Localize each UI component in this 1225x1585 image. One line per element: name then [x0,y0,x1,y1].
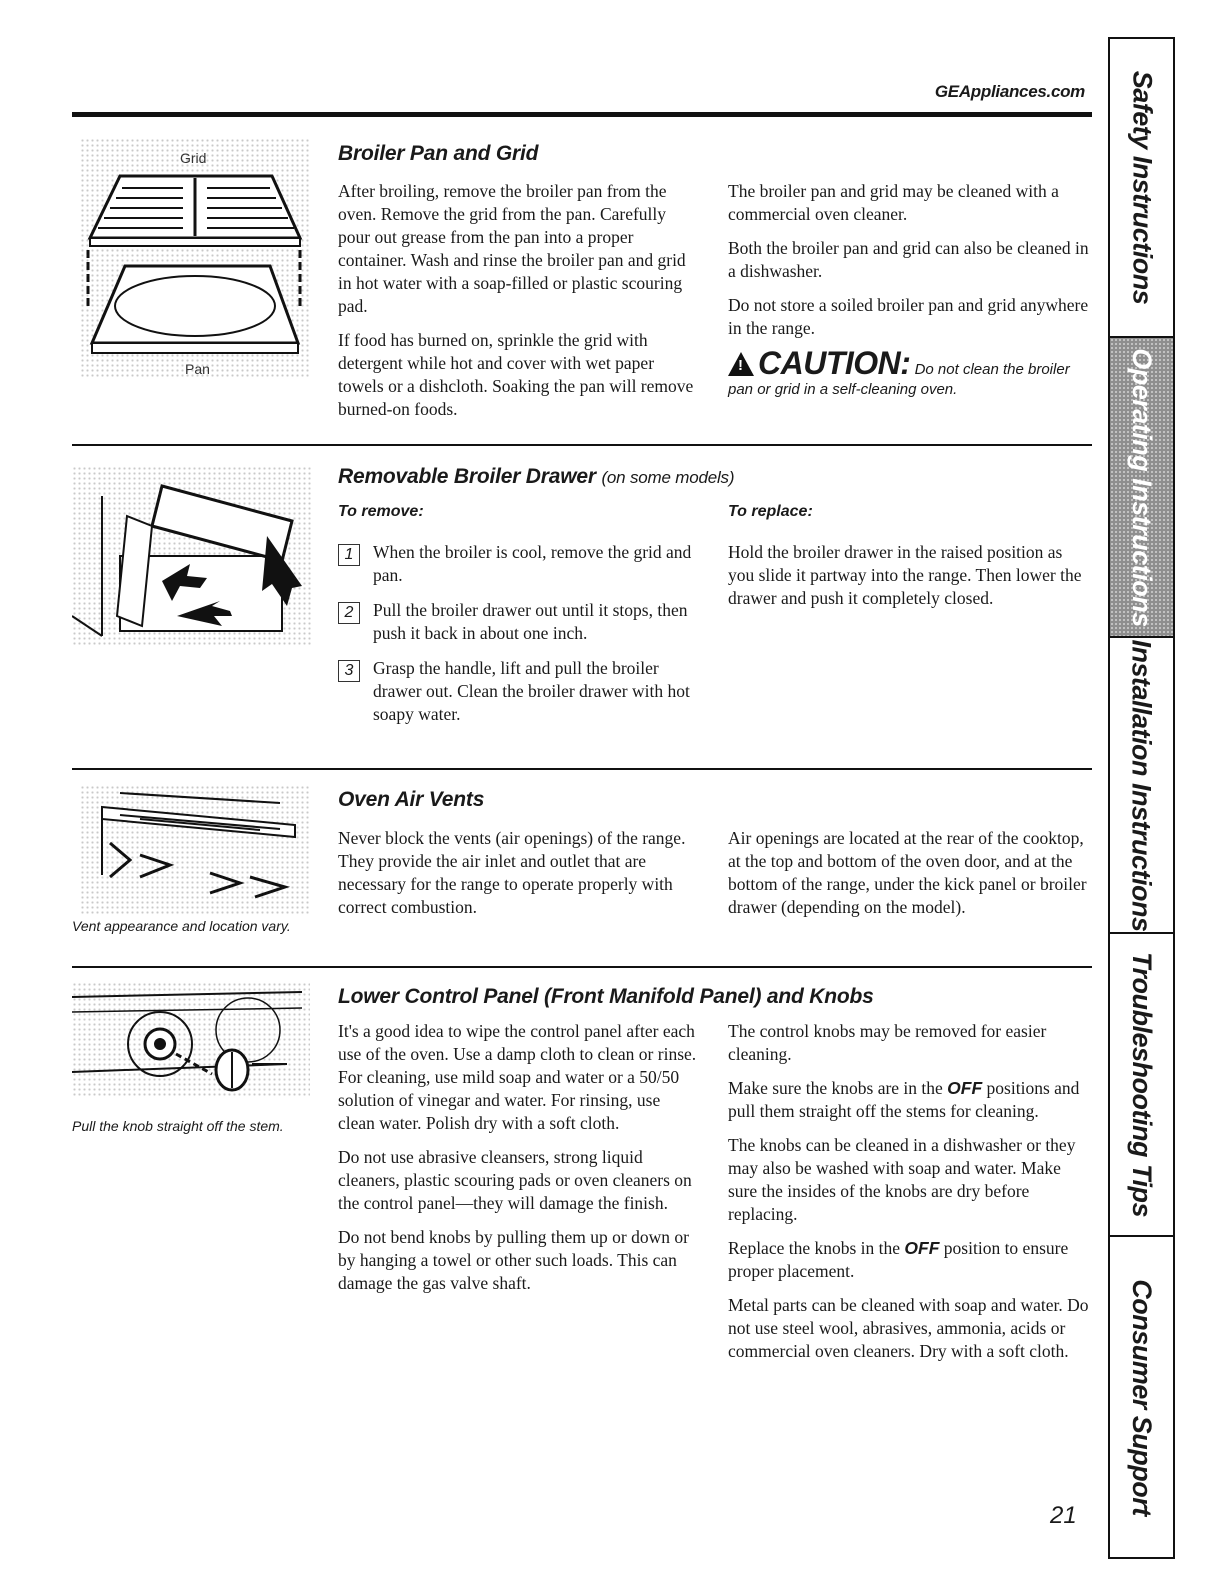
off-label: OFF [947,1078,983,1098]
text-fragment: positions and pull them straight off the stems for cleaning. [728,1078,1080,1121]
tab-label: Operating Instructions [1127,347,1157,627]
step-text: Grasp the handle, lift and pull the broiler drawer out. Clean the broiler drawer with hot soapy water. [373,658,690,724]
step-item [338,657,698,726]
step-number: 2 [338,602,360,624]
paragraph: Do not use abrasive cleansers, strong liquid cleaners, plastic scouring pads or oven cleaners on the control panel—they will damage the finish. [338,1147,692,1213]
header-rule [72,112,1092,117]
replace-text-block [728,541,1090,621]
warning-icon [728,352,754,376]
knob-caption: Pull the knob straight off the stem. [72,1118,284,1134]
broiler-drawer-illustration [72,466,312,646]
tab-installation-instructions[interactable] [1110,638,1173,934]
broiler-drawer-title [338,465,734,489]
broiler-pan-title: Broiler Pan and Grid [338,142,539,165]
air-vents-col1 [338,827,698,930]
paragraph: Do not store a soiled broiler pan and grid anywhere in the range. [728,295,1089,338]
broiler-drawer-title-note: (on some models) [601,468,735,487]
air-vents-title: Oven Air Vents [338,788,485,811]
caution-word: CAUTION: [758,345,911,381]
paragraph: The knobs can be cleaned in a dishwasher or they may also be washed with soap and water. Make sure the insides of the knobs are dry before replacing. [728,1135,1076,1224]
broiler-drawer-title-text: Removable Broiler Drawer [338,465,596,488]
text-fragment: Replace the knobs in the [728,1238,901,1258]
pan-label: Pan [185,361,210,377]
to-replace-heading: To replace: [728,503,813,520]
control-panel-col1 [338,1020,698,1306]
tab-troubleshooting-tips[interactable] [1110,934,1173,1237]
tab-operating-instructions[interactable] [1110,338,1173,638]
paragraph: It's a good idea to wipe the control panel after each use of the oven. Use a damp cloth to clean or rinse. For cleaning, use mild soap and water or a 50/50 solution of vinegar and water. For rinsing, use clean water. Polish dry with a soft cloth. [338,1021,697,1133]
control-panel-title: Lower Control Panel (Front Manifold Panel) and Knobs [338,985,874,1008]
paragraph: Never block the vents (air openings) of the range. They provide the air inlet and outlet that are necessary for the range to operate properly with correct combustion. [338,828,686,917]
page-number: 21 [1050,1502,1077,1529]
grid-label: Grid [180,150,207,166]
paragraph: Air openings are located at the rear of the cooktop, at the top and bottom of the oven door, and at the bottom of the range, under the kick panel or broiler drawer (depending on the model). [728,828,1087,917]
to-remove-heading: To remove: [338,503,424,520]
paragraph: After broiling, remove the broiler pan from the oven. Remove the grid from the pan. Carefully pour out grease from the pan into a proper container. Wash and rinse the broiler pan and grid in hot water with a soap-filled or plastic scouring pad. [338,181,686,316]
air-vent-illustration [80,785,310,915]
text-fragment: position to ensure proper placement. [728,1238,1069,1281]
section-divider [72,444,1092,446]
paragraph: Hold the broiler drawer in the raised position as you slide it partway into the range. Then lower the drawer and push it completely closed. [728,542,1082,608]
broiler-pan-col2 [728,180,1090,400]
off-label: OFF [904,1238,940,1258]
step-number: 3 [338,660,360,682]
tab-label: Consumer Support [1127,1278,1158,1516]
remove-steps [338,541,698,738]
vent-caption: Vent appearance and location vary. [72,918,291,934]
site-url: GEAppliances.com [934,82,1085,101]
broiler-pan-illustration [80,138,310,378]
paragraph [728,1077,1090,1123]
step-number: 1 [338,544,360,566]
step-text: Pull the broiler drawer out until it stops, then push it back in about one inch. [373,600,688,643]
caution-text: Do not clean the broiler pan or grid in a self-cleaning oven. [728,361,1070,398]
paragraph [728,1237,1090,1283]
paragraph: The control knobs may be removed for easier cleaning. [728,1021,1047,1064]
paragraph: The broiler pan and grid may be cleaned with a commercial oven cleaner. [728,181,1059,224]
broiler-pan-col1 [338,180,698,432]
step-text: When the broiler is cool, remove the grid and pan. [373,542,692,585]
step-item [338,599,698,645]
step-item [338,541,698,587]
caution-notice [728,345,1090,400]
tab-safety-instructions[interactable] [1110,39,1173,338]
section-divider [72,966,1092,968]
control-panel-col2 [728,1020,1090,1374]
section-tabs [1108,37,1175,1559]
tab-label: Troubleshooting Tips [1127,952,1157,1217]
section-divider [72,768,1092,770]
tab-label: Installation Instructions [1127,638,1157,932]
tab-label: Safety Instructions [1127,70,1157,305]
text-fragment: Make sure the knobs are in the [728,1078,943,1098]
paragraph: Both the broiler pan and grid can also be cleaned in a dishwasher. [728,238,1089,281]
paragraph: Do not bend knobs by pulling them up or down or by hanging a towel or other such loads. This can damage the gas valve shaft. [338,1227,689,1293]
tab-consumer-support[interactable] [1110,1237,1173,1557]
paragraph: If food has burned on, sprinkle the grid with detergent while hot and cover with wet paper towels or a dishcloth. Soaking the pan will remove burned-on foods. [338,330,694,419]
paragraph: Metal parts can be cleaned with soap and water. Do not use steel wool, abrasives, ammonia, acids or commercial oven cleaners. Dry with a soft cloth. [728,1295,1089,1361]
air-vents-col2 [728,827,1090,930]
control-knob-illustration [72,982,310,1097]
